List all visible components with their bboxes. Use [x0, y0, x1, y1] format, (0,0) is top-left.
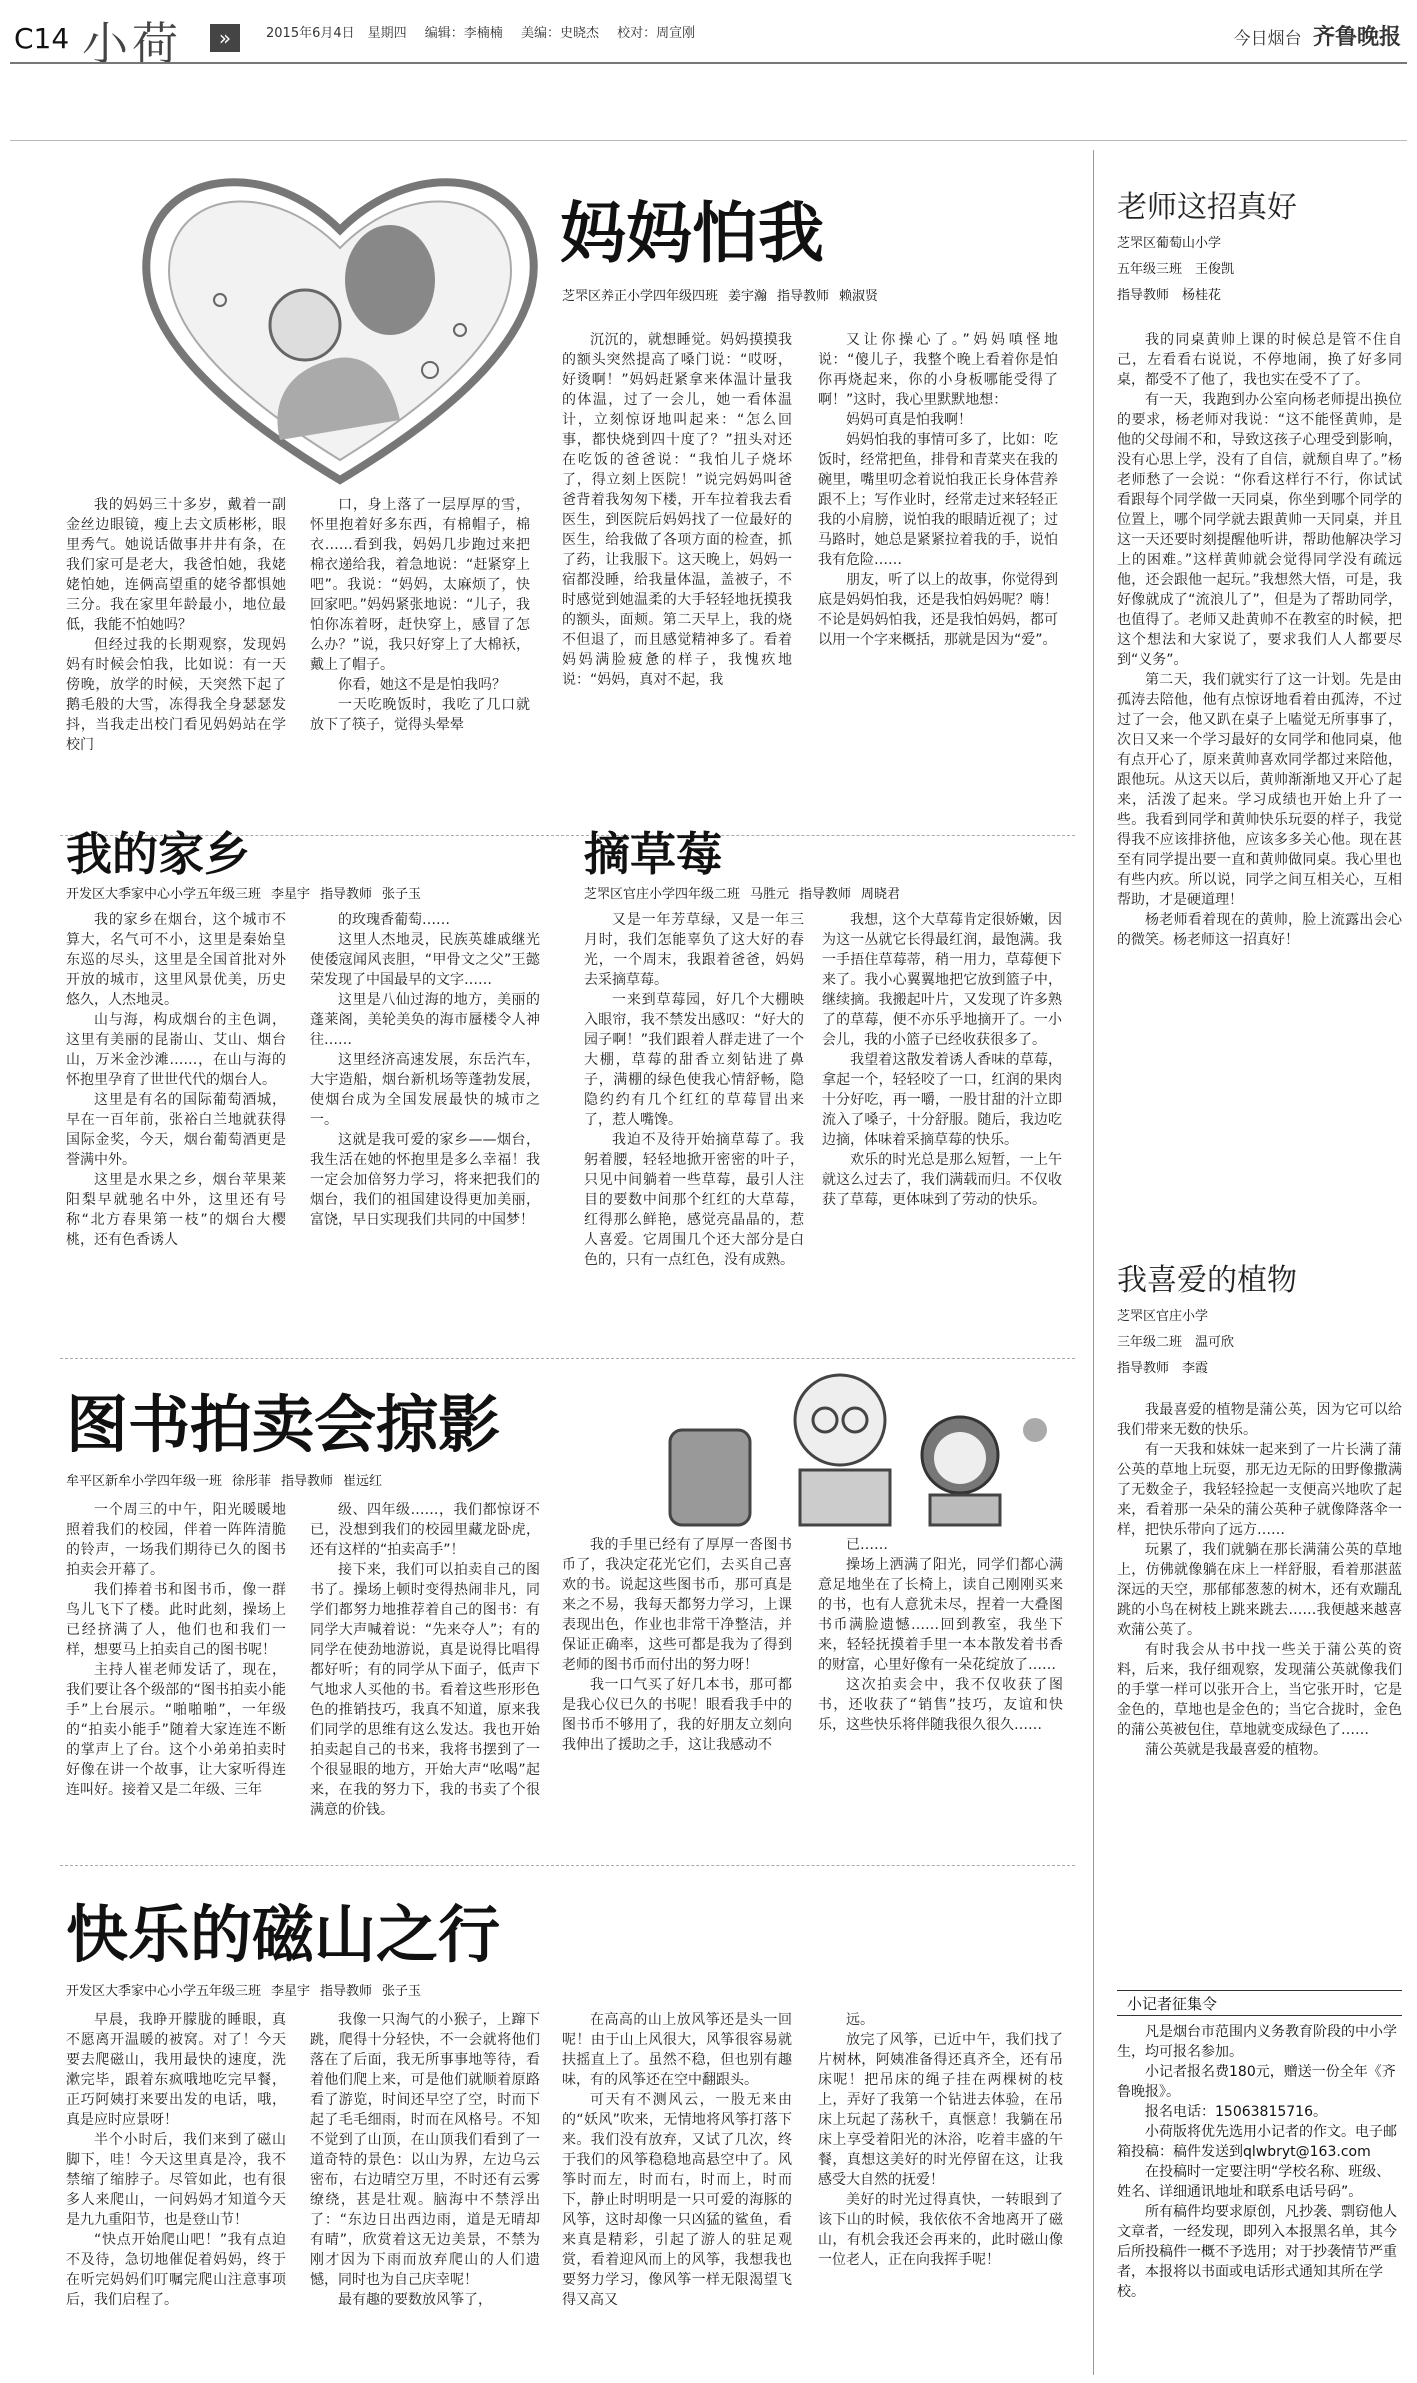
sidebar2-school: 芝罘区官庄小学 [1117, 1309, 1209, 1324]
article-body-mama-col4: 又让你操心了。”妈妈嗔怪地说：“傻儿子，我整个晚上看着你是怕你再烧起来，你的小身板哪能受得了啊！”这时，我心里默默地想： 妈妈可真是怕我啊！ 妈妈怕我的事情可多了，比如：吃饭时，经常把鱼，排骨和青菜夹在我的碗里，嘴里叨念着说怕我正长身体营养跟不上；写作业时，经常走过来轻轻正我的小肩膀，说怕我的眼睛近视了；过马路时，她总是紧紧拉着我的手，说怕我有危险…… 朋友，听了以上的故事，你觉得到底是妈妈怕我，还是我怕妈妈呢？嗨！不论是妈妈怕我，还是我怕妈妈，都可以用一个字来概括，那就是因为“爱”。 [818, 332, 1058, 648]
paper-name [1234, 20, 1401, 51]
issue-date: 2015年6月4日 星期四 [266, 26, 407, 41]
header-rule-thin [10, 140, 1407, 141]
article-body-cishan-col3: 在高高的山上放风筝还是头一回呢！由于山上风很大，风筝很容易就扶摇直上了。虽然不稳，但也别有趣味，有的风筝还在空中翻跟头。 可天有不测风云，一股无来由的“妖风”吹来，无情地将风筝打落下来。我们没有放弃，又试了几次，终于我们的风筝稳稳地高悬空中了。风筝时而左，时而右，时而上，时而下，静止时明明是一只可爱的海豚的风筝，这时却像一只凶猛的鲨鱼，看来真是精彩，引起了游人的驻足观赏，看着迎风而上的风筝，我想我也要努力学习，像风筝一样无限渴望飞得又高又 [562, 2012, 792, 2308]
sidebar-body-teacher: 我的同桌黄帅上课的时候总是管不住自己，左看看右说说，不停地闹，换了好多同桌，都受不了他了，我也实在受不了了。 有一天，我跑到办公室向杨老师提出换位的要求，杨老师对我说：“这不能怪黄帅，是他的父母闹不和，导致这孩子心理受到影响，没有心思上学，没有了自信，就颓自卑了。”杨老师愁了一会说：“你看这样行不行，你试试看跟每个同学做一天同桌，你坐到哪个同学的位置上，哪个同学就去跟黄帅一天同桌，并且这一天还要时刻提醒他听讲，帮助他解决学习上的困难。”这样黄帅就会觉得同学没有疏远他，还会跟他一起玩。”我想然大悟，可是，我好像就成了“流浪儿了”，但是为了帮助同学，也值得了。老师又赴黄帅不在教室的时候，把这个想法和大家说了，要求我们人人都要尽到“义务”。 第二天，我们就实行了这一计划。先是由孤涛去陪他，他有点惊讶地看着由孤涛，不过过了一会，他又趴在桌子上嗑觉无所事事了，次日又来一个学习最好的女同学和他同桌，他有点开心了，原来黄帅喜欢同学都过来陪他，跟他玩。从这天以后，黄帅渐渐地又开心了起来，活泼了起来。学习成绩也开始上升了一些。我看到同学和黄帅快乐玩耍的样子，我觉得我不应该排挤他，应该多多关心他。现在甚至有同学提出要一直和黄帅做同桌。我心里也有些内疚。所以说，同学之间互相关心，互相帮助，才是硬道理！ 杨老师看着现在的黄帅，脸上流露出会心的微笑。杨老师这一招真好！ [1117, 332, 1402, 948]
kids-reading-illustration [640, 1360, 1080, 1530]
article-byline-mama: 芝罘区养正小学四年级四班 姜宇瀚 指导教师 赖淑贤 [562, 289, 879, 304]
column-divider [1093, 150, 1094, 2375]
article-body-jiaxiang-col1: 我的家乡在烟台，这个城市不算大，名气可不小，这里是秦始皇东巡的尽头，这里是全国首批对外开放的城市，这里风景优美，历史悠久，人杰地灵。 山与海，构成烟台的主色调，这里有美丽的昆嵛山、艾山、烟台山，万米金沙滩……，在山与海的怀抱里孕育了世世代代的烟台人。 这里是有名的国际葡萄酒城，早在一百年前，张裕白兰地就获得国际金奖，今天，烟台葡萄酒更是誉满中外。 这里是水果之乡，烟台苹果莱阳梨早就驰名中外，这里还有号称“北方春果第一枝”的烟台大樱桃，还有色香诱人 [66, 912, 286, 1248]
article-title-cishan: 快乐的磁山之行 [66, 1898, 501, 1971]
sidebar2-teacher: 指导教师 李霞 [1117, 1361, 1209, 1376]
article-body-mama-col3: 沉沉的，就想睡觉。妈妈摸摸我的额头突然提高了嗓门说：“哎呀，好烫啊！”妈妈赶紧拿来体温计量我的体温，过了一会儿，她一看体温计，立刻惊讶地叫起来：“怎么回事，都快烧到四十度了？”扭头对还在吃饭的爸爸说：“我怕儿子烧坏了，得立刻上医院！”说完妈妈叫爸爸背着我匆匆下楼，开车拉着我去看医生，到医院后妈妈找了一位最好的医生，给我做了各项方面的检查，抓了药，让我服下。这天晚上，妈妈一宿都没睡，给我量体温，盖被子，不时感觉到她温柔的大手轻轻地抚摸我的额头，面颊。第二天早上，我的烧不但退了，而且感觉精神多了。看着妈妈满脸疲惫的样子，我愧疚地说：“妈妈，真对不起，我 [562, 332, 792, 688]
article-body-paimaihui-col1: 一个周三的中午，阳光暖暖地照着我们的校园，伴着一阵阵清脆的铃声，一场我们期待已久的图书拍卖会开幕了。 我们捧着书和图书币，像一群鸟儿飞下了楼。此时此刻，操场上已经挤满了人，他们也和我们一样，想要马上拍卖自己的图书呢！ 主持人崔老师发话了，现在，我们要让各个级部的“图书拍卖小能手”上台展示。“啪啪啪”，一年级的“拍卖小能手”随着大家连连不断的掌声上了台。这个小弟弟拍卖时好像在讲一个故事，让大家听得连连叫好。接着又是二年级、三年 [66, 1502, 286, 1798]
article-body-paimaihui-col4: 已…… 操场上洒满了阳光，同学们都心满意足地坐在了长椅上，读自己刚刚买来的书，也有人意犹未尽，捏着一大叠图书币满脸遗憾……回到教室，我坐下来，轻轻抚摸着手里一本本散发着书香的财富，心里好像有一朵花绽放了…… 这次拍卖会中，我不仅收获了图书，还收获了“销售”技巧，友谊和快乐，这些快乐将伴随我很久很久…… [818, 1537, 1063, 1733]
sidebar-class: 五年级三班 王俊凯 [1117, 262, 1235, 277]
section-divider [60, 1865, 1075, 1866]
article-body-paimaihui-col2: 级、四年级……，我们都惊讶不已，没想到我们的校园里藏龙卧虎，还有这样的“拍卖高手”！ 接下来，我们可以拍卖自己的图书了。操场上顿时变得热闹非凡，同学们都努力地推荐着自己的图书：有同学大声喊着说：“先来夺人”；有的同学在使劲地游说，真是说得比唱得都好听；有的同学从下面子，低声下气地求人买他的书。看着这些形形色色的推销技巧，我真不知道，原来我们同学的思维有这么发达。我也开始拍卖起自己的书来，我将书摆到了一个很显眼的地方，开始大声“吆喝”起来，在我的努力下，我的书卖了个很满意的价钱。 [310, 1502, 540, 1818]
article-body-paimaihui-col3: 我的手里已经有了厚厚一沓图书币了，我决定花光它们，去买自己喜欢的书。说起这些图书币，那可真是来之不易，我每天都努力学习，上课表现出色，作业也非常干净整洁，并保证正确率，这些可都是我为了得到老师的图书币而付出的努力呀！ 我一口气买了好几本书，那可都是我心仪已久的书呢！眼看我手中的图书币不够用了，我的好朋友立刻向我伸出了援助之手，这让我感动不 [562, 1537, 792, 1753]
notice-title: 小记者征集令 [1117, 1990, 1402, 2016]
proofreader: 校对：周宣刚 [617, 26, 696, 41]
paper-prefix: 今日烟台 [1233, 29, 1302, 49]
sidebar2-class: 三年级二班 温可欣 [1117, 1335, 1235, 1350]
article-body-caomei-col1: 又是一年芳草绿，又是一年三月时，我们怎能辜负了这大好的春光，一个周末，我跟着爸爸，妈妈去采摘草莓。 一来到草莓园，好几个大棚映入眼帘，我不禁发出感叹：“好大的园子啊！”我们跟着人群走进了一个大棚，草莓的甜香立刻钻进了鼻子，满棚的绿色使我心情舒畅，隐隐约约有几个红红的草莓冒出来了，惹人嘴馋。 我迫不及待开始摘草莓了。我躬着腰，轻轻地掀开密密的叶子，只见中间躺着一些草莓，最引人注目的要数中间那个红红的大草莓，红得那么鲜艳，感觉亮晶晶的，惹人喜爱。它周围几个还大部分是白色的，只有一点红色，没有成熟。 [584, 912, 804, 1268]
article-body-jiaxiang-col2: 的玫瑰香葡萄…… 这里人杰地灵，民族英雄戚继光使倭寇闻风丧胆，“甲骨文之父”王懿荣发现了中国最早的文字…… 这里是八仙过海的地方，美丽的蓬莱阁，美轮美奂的海市蜃楼令人神往…… 这里经济高速发展，东岳汽车，大宇造船，烟台新机场等蓬勃发展，使烟台成为全国发展最快的城市之一。 这就是我可爱的家乡——烟台，我生活在她的怀抱里是多么幸福！我一定会加倍努力学习，将来把我们的烟台，我们的祖国建设得更加美丽，富饶，早日实现我们共同的中国梦！ [310, 912, 540, 1228]
sidebar-title-teacher: 老师这招真好 [1117, 190, 1297, 225]
sidebar-school: 芝罘区葡萄山小学 [1117, 236, 1222, 251]
sidebar-title-plant: 我喜爱的植物 [1117, 1263, 1297, 1298]
page-number: C14 [14, 22, 70, 55]
designer: 美编：史晓杰 [520, 26, 599, 41]
section-divider [60, 1358, 1075, 1359]
sidebar-teacher: 指导教师 杨桂花 [1117, 288, 1222, 303]
article-title-jiaxiang: 我的家乡 [66, 827, 250, 881]
article-byline-jiaxiang: 开发区大季家中心小学五年级三班 李星宇 指导教师 张子玉 [66, 887, 422, 902]
article-body-mama-col1: 我的妈妈三十多岁，戴着一副金丝边眼镜，瘦上去文质彬彬，眼里秀气。她说话做事井井有条，在我们家可是老大，我爸怕她，我姥姥怕她，连俩高望重的姥爷都惧她三分。我在家里年龄最小，地位最低，我能不怕她吗？ 但经过我的长期观察，发现妈妈有时候会怕我，比如说：有一天傍晚，放学的时候，天突然下起了鹅毛般的大雪，冻得我全身瑟瑟发抖，当我走出校门看见妈妈站在学校门 [66, 497, 286, 753]
article-byline-paimaihui: 牟平区新牟小学四年级一班 徐彤菲 指导教师 崔远红 [66, 1474, 383, 1489]
article-byline-caomei: 芝罘区官庄小学四年级二班 马胜元 指导教师 周晓君 [584, 887, 901, 902]
article-body-mama-col2: 口，身上落了一层厚厚的雪，怀里抱着好多东西，有棉帽子，棉衣……看到我，妈妈几步跑过来把棉衣递给我，着急地说：“赶紧穿上吧”。我说：“妈妈，太麻烦了，快回家吧。”妈妈紧张地说：“儿子，我怕你冻着呀，赶快穿上，感冒了怎么办？”说，我只好穿上了大棉袄，戴上了帽子。 你看，她这不是是怕我吗？ 一天吃晚饭时，我吃了几口就放下了筷子，觉得头晕晕 [310, 497, 530, 733]
article-body-cishan-col2: 我像一只淘气的小猴子，上蹿下跳，爬得十分轻快，不一会就将他们落在了后面，我无所事事地等待，看着他们爬上来，可是他们就顺着原路看了游览，时间还早空了空，时而下起了毛毛细雨，时而在风格号。不知不觉到了山顶，在山顶我们看到了一道奇特的景色：以山为界，左边乌云密布，右边晴空万里，不时还有云雾缭绕，甚是壮观。脑海中不禁浮出了：“东边日出西边雨，道是无晴却有晴”，欣赏着这无边美景，不禁为刚才因为下雨而放弃爬山的人们遗憾，同时也为自己庆幸呢！ 最有趣的要数放风筝了， [310, 2012, 540, 2308]
section-name: 小荷 [82, 17, 182, 71]
article-body-cishan-col1: 早晨，我睁开朦胧的睡眼，真不愿离开温暖的被窝。对了！今天要去爬磁山，我用最快的速度，洗漱完毕，跟着东疯哦地吃完早餐，正巧阿姨打来要出发的电话，哦，真是应时应景呀！ 半个小时后，我们来到了磁山脚下，哇！今天这里真是冷，我不禁缩了缩脖子。尽管如此，也有很多人来爬山，一问妈妈才知道今天是九九重阳节，也是登山节！ “快点开始爬山吧！”我有点迫不及待，急切地催促着妈妈，终于在听完妈妈们叮嘱完爬山注意事项后，我们启程了。 [66, 2012, 286, 2308]
issue-meta [266, 22, 709, 41]
header-rule [10, 62, 1407, 64]
page-header [0, 0, 1417, 71]
double-chevron-icon: » [210, 24, 240, 52]
editor: 编辑：李楠楠 [424, 26, 503, 41]
article-byline-cishan: 开发区大季家中心小学五年级三班 李星宇 指导教师 张子玉 [66, 1984, 422, 1999]
article-title-mama: 妈妈怕我 [560, 194, 824, 272]
article-body-caomei-col2: 我想，这个大草莓肯定很娇嫩，因为这一丛就它长得最红润，最饱满。我一手捂住草莓蒂，稍一用力，草莓便下来了。我小心翼翼地把它放到篮子中，继续摘。我搬起叶片，又发现了许多熟了的草莓，便不亦乐乎地摘开了。一小会儿，我的小篮子已经收获很多了。 我望着这散发着诱人香味的草莓，拿起一个，轻轻咬了一口，红润的果肉十分好吃，再一嚼，一股甘甜的汁立即流入了嗓子，十分舒服。随后，我边吃边摘，体味着采摘草莓的快乐。 欢乐的时光总是那么短暂，一上午就这么过去了，我们满载而归。不仅收获了草莓，更体味到了劳动的快乐。 [822, 912, 1062, 1208]
mother-child-illustration [130, 160, 550, 490]
notice-body: 凡是烟台市范围内义务教育阶段的中小学生，均可报名参加。 小记者报名费180元，赠送一份全年《齐鲁晚报》。 报名电话：15063815716。 小荷版将优先选用小记者的作文。电子邮箱投稿：稿件发送到qlwbryt@163.com 在投稿时一定要注明“学校名称、班级、姓名、详细通讯地址和联系电话号码”。 所有稿件均要求原创，凡抄袭、剽窃他人文章者，一经发现，即列入本报黑名单，其今后所投稿件一概不予选用；对于抄袭情节严重者，本报将以书面或电话形式通知其所在学校。 [1117, 2024, 1397, 2300]
article-title-paimaihui: 图书拍卖会掠影 [66, 1388, 501, 1461]
article-title-caomei: 摘草莓 [584, 827, 722, 881]
paper-logo: 齐鲁晚报 [1312, 24, 1401, 50]
article-body-cishan-col4: 远。 放完了风筝，已近中午，我们找了片树林，阿姨准备得还真齐全，还有吊床呢！把吊床的绳子挂在两棵树的枝上，弄好了我第一个钻进去体验，在吊床上玩起了荡秋千，真惬意！我躺在吊床上享受着阳光的沐浴，吃着丰盛的午餐，真想这美好的时光停留在这，让我感受大自然的抚爱！ 美好的时光过得真快，一转眼到了该下山的时候，我依依不舍地离开了磁山，有机会我还会再来的，此时磁山像一位老人，正在向我挥手呢！ [818, 2012, 1063, 2268]
sidebar-body-plant: 我最喜爱的植物是蒲公英，因为它可以给我们带来无数的快乐。 有一天我和妹妹一起来到了一片长满了蒲公英的草地上玩耍，那无边无际的田野像撒满了无数金子，我轻轻捡起一支便高兴地吹了起来，看着那一朵朵的蒲公英种子就像降落伞一样，把快乐带向了远方…… 玩累了，我们就躺在那长满蒲公英的草地上，仿佛就像躺在床上一样舒服，看着那湛蓝深远的天空，那郁郁葱葱的树木，还有欢蹦乱跳的小鸟在树枝上跳来跳去……我便越来越喜欢蒲公英了。 有时我会从书中找一些关于蒲公英的资料，后来，我仔细观察，发现蒲公英就像我们的手掌一样可以张开合上，当它张开时，它是金色的，草地也是金色的；当它合拢时，金色的蒲公英被包住，草地就变成绿色了…… 蒲公英就是我最喜爱的植物。 [1117, 1402, 1402, 1758]
